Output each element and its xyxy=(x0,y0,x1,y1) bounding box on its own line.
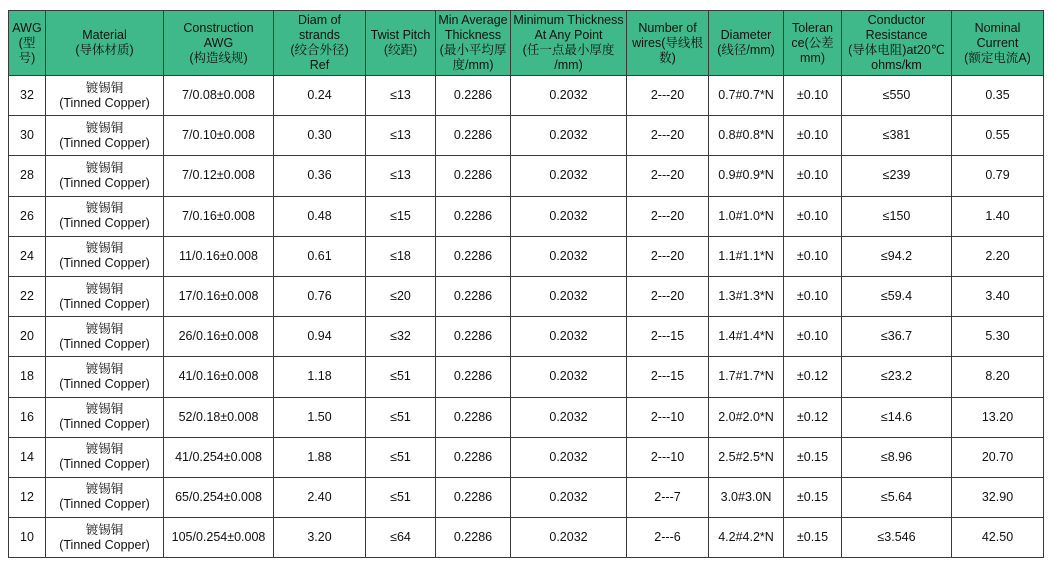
cell-diam-of-strands: 0.48 xyxy=(274,196,366,236)
cell-awg: 28 xyxy=(9,156,46,196)
cell-conductor-resistance: ≤239 xyxy=(842,156,952,196)
cell-nominal-current: 2.20 xyxy=(952,236,1044,276)
cell-construction: 26/0.16±0.008 xyxy=(164,317,274,357)
cell-nominal-current: 13.20 xyxy=(952,397,1044,437)
cell-number-of-wires: 2---7 xyxy=(627,477,709,517)
awg-spec-table xyxy=(8,10,1044,558)
cell-material: 镀锡铜 (Tinned Copper) xyxy=(46,76,164,116)
cell-minimum-thickness: 0.2032 xyxy=(511,76,627,116)
cell-tolerance: ±0.10 xyxy=(784,236,842,276)
cell-twist-pitch: ≤51 xyxy=(366,397,436,437)
cell-construction: 11/0.16±0.008 xyxy=(164,236,274,276)
cell-awg: 16 xyxy=(9,397,46,437)
cell-twist-pitch: ≤64 xyxy=(366,518,436,558)
cell-material: 镀锡铜 (Tinned Copper) xyxy=(46,276,164,316)
cell-diameter: 2.5#2.5*N xyxy=(709,437,784,477)
cell-material: 镀锡铜 (Tinned Copper) xyxy=(46,437,164,477)
cell-diameter: 1.7#1.7*N xyxy=(709,357,784,397)
cell-diam-of-strands: 1.88 xyxy=(274,437,366,477)
cell-conductor-resistance: ≤150 xyxy=(842,196,952,236)
cell-minimum-thickness: 0.2032 xyxy=(511,357,627,397)
cell-construction: 52/0.18±0.008 xyxy=(164,397,274,437)
cell-tolerance: ±0.12 xyxy=(784,357,842,397)
column-header-number-of-wires: Number of wires(导线根 数) xyxy=(627,11,709,76)
cell-minimum-thickness: 0.2032 xyxy=(511,156,627,196)
column-header-construction: Construction AWG (构造线规) xyxy=(164,11,274,76)
cell-construction: 41/0.254±0.008 xyxy=(164,437,274,477)
cell-min-average-thickness: 0.2286 xyxy=(436,116,511,156)
cell-minimum-thickness: 0.2032 xyxy=(511,276,627,316)
table-row xyxy=(9,196,1044,236)
cell-tolerance: ±0.10 xyxy=(784,156,842,196)
cell-twist-pitch: ≤15 xyxy=(366,196,436,236)
cell-minimum-thickness: 0.2032 xyxy=(511,236,627,276)
cell-diameter: 1.4#1.4*N xyxy=(709,317,784,357)
cell-tolerance: ±0.15 xyxy=(784,477,842,517)
cell-min-average-thickness: 0.2286 xyxy=(436,397,511,437)
table-row xyxy=(9,317,1044,357)
cell-min-average-thickness: 0.2286 xyxy=(436,518,511,558)
table-row xyxy=(9,397,1044,437)
cell-nominal-current: 42.50 xyxy=(952,518,1044,558)
cell-min-average-thickness: 0.2286 xyxy=(436,76,511,116)
table-row xyxy=(9,76,1044,116)
cell-tolerance: ±0.10 xyxy=(784,196,842,236)
cell-diam-of-strands: 1.18 xyxy=(274,357,366,397)
cell-nominal-current: 0.55 xyxy=(952,116,1044,156)
cell-diameter: 1.1#1.1*N xyxy=(709,236,784,276)
cell-tolerance: ±0.15 xyxy=(784,518,842,558)
table-row xyxy=(9,357,1044,397)
cell-tolerance: ±0.10 xyxy=(784,76,842,116)
cell-twist-pitch: ≤18 xyxy=(366,236,436,276)
cell-awg: 30 xyxy=(9,116,46,156)
cell-diam-of-strands: 0.94 xyxy=(274,317,366,357)
cell-awg: 20 xyxy=(9,317,46,357)
cell-number-of-wires: 2---20 xyxy=(627,236,709,276)
cell-material: 镀锡铜 (Tinned Copper) xyxy=(46,236,164,276)
cell-construction: 17/0.16±0.008 xyxy=(164,276,274,316)
cell-minimum-thickness: 0.2032 xyxy=(511,518,627,558)
cell-number-of-wires: 2---20 xyxy=(627,116,709,156)
cell-minimum-thickness: 0.2032 xyxy=(511,116,627,156)
cell-diameter: 0.8#0.8*N xyxy=(709,116,784,156)
cell-number-of-wires: 2---6 xyxy=(627,518,709,558)
cell-twist-pitch: ≤32 xyxy=(366,317,436,357)
cell-tolerance: ±0.10 xyxy=(784,116,842,156)
cell-awg: 14 xyxy=(9,437,46,477)
cell-minimum-thickness: 0.2032 xyxy=(511,196,627,236)
cell-nominal-current: 20.70 xyxy=(952,437,1044,477)
table-row xyxy=(9,477,1044,517)
cell-diameter: 1.0#1.0*N xyxy=(709,196,784,236)
cell-minimum-thickness: 0.2032 xyxy=(511,397,627,437)
cell-conductor-resistance: ≤23.2 xyxy=(842,357,952,397)
column-header-minimum-thickness: Minimum Thickness At Any Point (任一点最小厚度 /mm) xyxy=(511,11,627,76)
cell-conductor-resistance: ≤36.7 xyxy=(842,317,952,357)
cell-tolerance: ±0.10 xyxy=(784,276,842,316)
cell-nominal-current: 32.90 xyxy=(952,477,1044,517)
cell-minimum-thickness: 0.2032 xyxy=(511,317,627,357)
column-header-diam-of-strands: Diam of strands (绞合外径) Ref xyxy=(274,11,366,76)
column-header-twist-pitch: Twist Pitch (绞距) xyxy=(366,11,436,76)
cell-diam-of-strands: 3.20 xyxy=(274,518,366,558)
cell-conductor-resistance: ≤94.2 xyxy=(842,236,952,276)
cell-twist-pitch: ≤51 xyxy=(366,357,436,397)
cell-construction: 7/0.10±0.008 xyxy=(164,116,274,156)
cell-diam-of-strands: 0.76 xyxy=(274,276,366,316)
cell-material: 镀锡铜 (Tinned Copper) xyxy=(46,397,164,437)
cell-awg: 32 xyxy=(9,76,46,116)
cell-min-average-thickness: 0.2286 xyxy=(436,236,511,276)
cell-awg: 10 xyxy=(9,518,46,558)
cell-number-of-wires: 2---20 xyxy=(627,276,709,316)
cell-conductor-resistance: ≤59.4 xyxy=(842,276,952,316)
cell-diameter: 0.9#0.9*N xyxy=(709,156,784,196)
cell-diameter: 1.3#1.3*N xyxy=(709,276,784,316)
cell-twist-pitch: ≤20 xyxy=(366,276,436,316)
table-row xyxy=(9,437,1044,477)
cell-construction: 41/0.16±0.008 xyxy=(164,357,274,397)
cell-twist-pitch: ≤13 xyxy=(366,76,436,116)
cell-material: 镀锡铜 (Tinned Copper) xyxy=(46,116,164,156)
cell-diam-of-strands: 0.61 xyxy=(274,236,366,276)
cell-conductor-resistance: ≤8.96 xyxy=(842,437,952,477)
column-header-awg: AWG (型号) xyxy=(9,11,46,76)
cell-number-of-wires: 2---15 xyxy=(627,317,709,357)
column-header-material: Material (导体材质) xyxy=(46,11,164,76)
cell-awg: 18 xyxy=(9,357,46,397)
cell-construction: 7/0.16±0.008 xyxy=(164,196,274,236)
cell-material: 镀锡铜 (Tinned Copper) xyxy=(46,518,164,558)
cell-material: 镀锡铜 (Tinned Copper) xyxy=(46,156,164,196)
cell-tolerance: ±0.10 xyxy=(784,317,842,357)
cell-number-of-wires: 2---10 xyxy=(627,397,709,437)
cell-conductor-resistance: ≤3.546 xyxy=(842,518,952,558)
column-header-diameter: Diameter (线径/mm) xyxy=(709,11,784,76)
cell-tolerance: ±0.12 xyxy=(784,397,842,437)
cell-min-average-thickness: 0.2286 xyxy=(436,196,511,236)
cell-diam-of-strands: 0.36 xyxy=(274,156,366,196)
cell-number-of-wires: 2---20 xyxy=(627,76,709,116)
cell-nominal-current: 8.20 xyxy=(952,357,1044,397)
column-header-tolerance: Toleran ce(公差 mm) xyxy=(784,11,842,76)
cell-nominal-current: 1.40 xyxy=(952,196,1044,236)
cell-minimum-thickness: 0.2032 xyxy=(511,477,627,517)
column-header-min-average-thickness: Min Average Thickness (最小平均厚 度/mm) xyxy=(436,11,511,76)
cell-min-average-thickness: 0.2286 xyxy=(436,317,511,357)
cell-diameter: 4.2#4.2*N xyxy=(709,518,784,558)
cell-diameter: 2.0#2.0*N xyxy=(709,397,784,437)
cell-diam-of-strands: 1.50 xyxy=(274,397,366,437)
cell-diam-of-strands: 0.30 xyxy=(274,116,366,156)
table-row xyxy=(9,116,1044,156)
cell-awg: 24 xyxy=(9,236,46,276)
cell-diam-of-strands: 0.24 xyxy=(274,76,366,116)
cell-diameter: 0.7#0.7*N xyxy=(709,76,784,116)
cell-number-of-wires: 2---20 xyxy=(627,156,709,196)
cell-conductor-resistance: ≤5.64 xyxy=(842,477,952,517)
table-row xyxy=(9,156,1044,196)
cell-diam-of-strands: 2.40 xyxy=(274,477,366,517)
column-header-conductor-resistance: Conductor Resistance (导体电阻)at20℃ ohms/km xyxy=(842,11,952,76)
column-header-nominal-current: Nominal Current (额定电流A) xyxy=(952,11,1044,76)
cell-nominal-current: 3.40 xyxy=(952,276,1044,316)
table-row xyxy=(9,236,1044,276)
cell-material: 镀锡铜 (Tinned Copper) xyxy=(46,196,164,236)
cell-min-average-thickness: 0.2286 xyxy=(436,357,511,397)
table-body xyxy=(9,76,1044,558)
cell-twist-pitch: ≤13 xyxy=(366,156,436,196)
cell-conductor-resistance: ≤381 xyxy=(842,116,952,156)
cell-construction: 65/0.254±0.008 xyxy=(164,477,274,517)
table-row xyxy=(9,276,1044,316)
cell-material: 镀锡铜 (Tinned Copper) xyxy=(46,357,164,397)
cell-construction: 7/0.12±0.008 xyxy=(164,156,274,196)
table-header xyxy=(9,11,1044,76)
cell-number-of-wires: 2---10 xyxy=(627,437,709,477)
cell-awg: 26 xyxy=(9,196,46,236)
cell-conductor-resistance: ≤14.6 xyxy=(842,397,952,437)
cell-min-average-thickness: 0.2286 xyxy=(436,477,511,517)
table-row xyxy=(9,518,1044,558)
cell-number-of-wires: 2---15 xyxy=(627,357,709,397)
cell-construction: 7/0.08±0.008 xyxy=(164,76,274,116)
cell-conductor-resistance: ≤550 xyxy=(842,76,952,116)
cell-construction: 105/0.254±0.008 xyxy=(164,518,274,558)
cell-min-average-thickness: 0.2286 xyxy=(436,437,511,477)
cell-twist-pitch: ≤13 xyxy=(366,116,436,156)
cell-awg: 12 xyxy=(9,477,46,517)
cell-nominal-current: 0.35 xyxy=(952,76,1044,116)
cell-material: 镀锡铜 (Tinned Copper) xyxy=(46,477,164,517)
cell-min-average-thickness: 0.2286 xyxy=(436,156,511,196)
cell-nominal-current: 0.79 xyxy=(952,156,1044,196)
cell-number-of-wires: 2---20 xyxy=(627,196,709,236)
header-row xyxy=(9,11,1044,76)
cell-diameter: 3.0#3.0N xyxy=(709,477,784,517)
cell-twist-pitch: ≤51 xyxy=(366,477,436,517)
cell-tolerance: ±0.15 xyxy=(784,437,842,477)
cell-nominal-current: 5.30 xyxy=(952,317,1044,357)
cell-minimum-thickness: 0.2032 xyxy=(511,437,627,477)
cell-min-average-thickness: 0.2286 xyxy=(436,276,511,316)
cell-material: 镀锡铜 (Tinned Copper) xyxy=(46,317,164,357)
cell-awg: 22 xyxy=(9,276,46,316)
cell-twist-pitch: ≤51 xyxy=(366,437,436,477)
